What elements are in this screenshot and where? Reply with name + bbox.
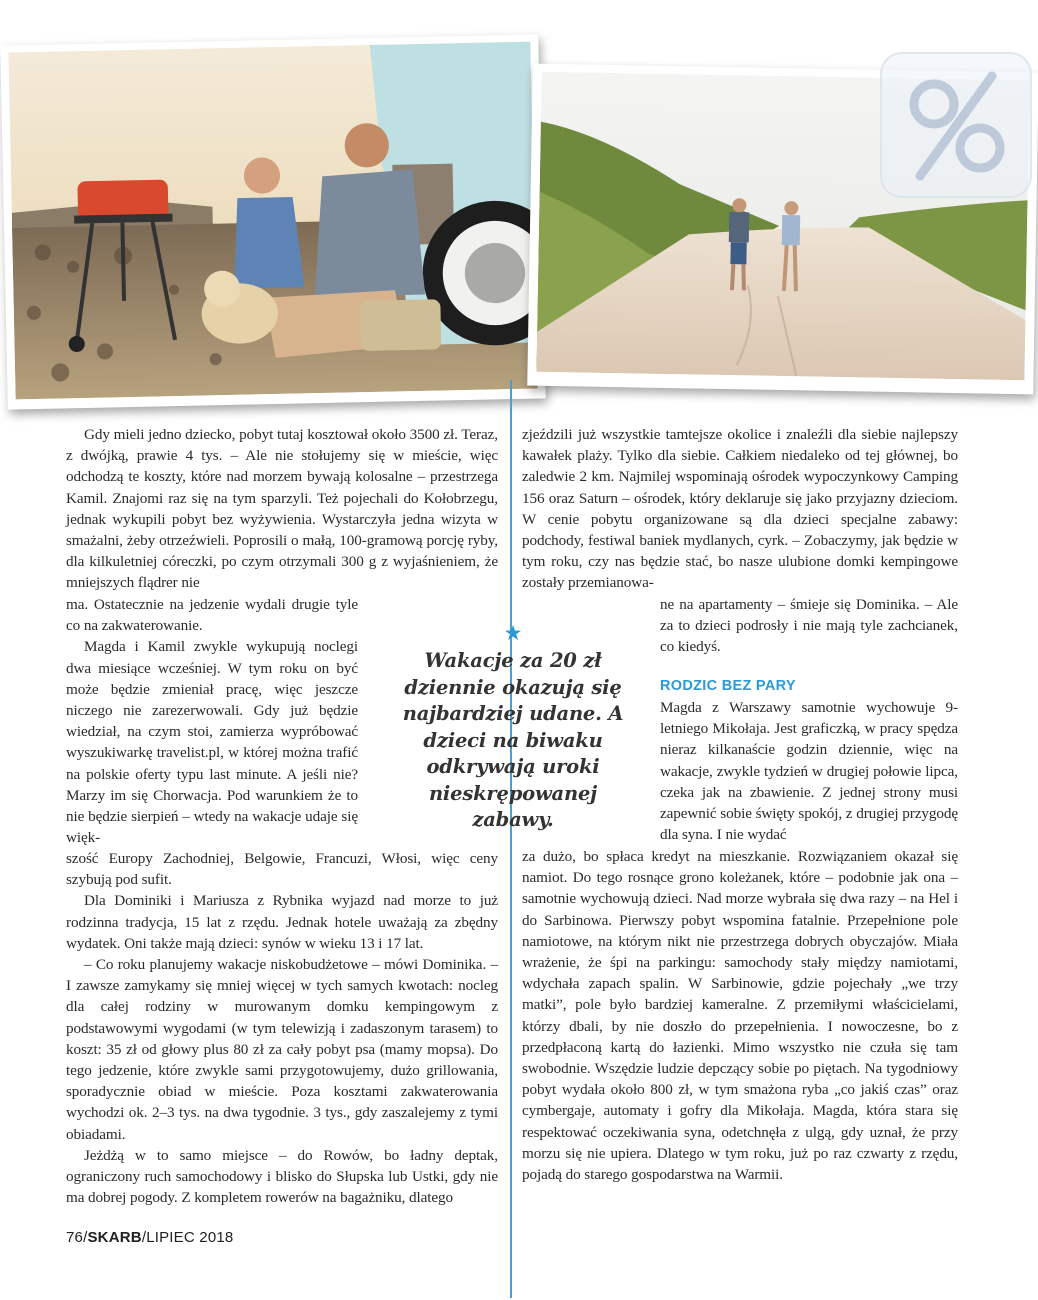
issue-date: LIPIEC 2018 [146, 1229, 234, 1246]
pull-quote-text: Wakacje za 20 zł dziennie okazują się najbardziej udane. A dzieci na biwaku odkrywają uroki nieskrępowanej zabawy. [402, 649, 624, 831]
couple-with-dog-by-van-icon [8, 42, 537, 400]
paragraph: Jeżdżą w to samo miejsce – do Rowów, bo ładny deptak, ograniczony ruch samochodowy i blisko do Słupska lub Ustki, gdy nie ma dobrej pogody. Z kompletem rowerów na bagażniku, dlatego [66, 1146, 498, 1207]
page-footer [66, 1229, 233, 1246]
section-heading: RODZIC BEZ PARY [660, 678, 796, 694]
paragraph: zjeździli już wszystkie tamtejsze okolice i znaleźli dla siebie najlepszy kawałek plaży. Tylko dla siebie. Całkiem niedaleko od tej głównej, bo zaledwie 2 km. Najmilej wspominają ośrodek wypoczynkowy Camping 156 oraz Saturn – ośrodek, który deklaruje się jako przyjazny dzieciom. W cenie pobytu organizowane są dla dzieci specjalne zabawy: podchody, festiwal baniek mydlanych, cyrk. – Zobaczymy, jak będzie w tym roku, czy nas będzie stać, bo nasze ulubione domki kempingowe zostały przemianowa- [522, 426, 958, 592]
left-column-narrow [66, 594, 358, 848]
paragraph: Magda i Kamil zwykle wykupują noclegi dwa miesiące wcześniej. W tym roku on być może będzie zmieniał pracę, więc jeszcze niczego nie zarezerwowali. Gdy już będzie wiedział, na czym stoi, zamierza wypróbować wyszukiwarkę travelist.pl, w której można trafić na polskie oferty typu last minute. A jeśli nie? Marzy im się Chorwacja. Pod warunkiem że to nie będzie sierpień – wtedy na wakacje udaje się więk- [66, 638, 358, 847]
paragraph: za dużo, bo spłaca kredyt na mieszkanie. Rozwiązaniem okazał się namiot. Do tego rosnące grono koleżanek, które – podobnie jak ona – samotnie wychowują dzieci. Nad morze wybrała się dwa razy – na Hel i do Sarbinowa. Pierwszy pobyt wspomina fatalnie. Przepełnione pole namiotowe, na którym nikt nie przestrzega dobrych obyczajów. Miała wrażenie, że śpi na parkingu: samochody stały między namiotami, wdychała zapach spalin. W Sarbinowie, gdzie pojechały „we trzy matki”, pole było bardziej kameralne. Z przemiłymi właścicielami, którzy dbali, by nie doszło do przepełnienia. I nowoczesne, bo z przedpłaconą kartą do łazienki. Mimo wszystko nie czuła się tam swobodnie. Wszędzie ludzie depczący sobie po piętach. Na tygodniowy pobyt wydała około 800 zł, w tym smażona ryba „co jakiś czas” oraz cymbergaje, automaty i gofry dla Mikołaja. Magda, która stara się respektować oczekiwania syna, odetchnęła z ulgą, gdy uznał, że przy morzu się nie upiera. Dlatego w tym roku, już po raz czwarty z rzędu, pojadą do starego gospodarstwa na Warmii. [522, 848, 958, 1184]
pull-quote [386, 622, 640, 834]
photo-couple-by-van [0, 34, 546, 409]
separator: / [141, 1229, 147, 1246]
paragraph: Magda z Warszawy samotnie wychowuje 9-letniego Mikołaja. Jest graficzką, w pracy spędza nieraz kilkanaście godzin dziennie, więc na wakacje, zwykle tydzień w drugiej połowie lipca, czeka jak na zbawienie. Z jednej strony musi zapewnić sobie święty spokój, z drugiej przygodę dla syna. I nie wydać [660, 699, 958, 844]
separator: / [83, 1229, 88, 1246]
right-column-top [522, 424, 958, 594]
left-column-top [66, 424, 498, 594]
page-number: 76 [66, 1229, 84, 1246]
paragraph: ma. Ostatecznie na jedzenie wydali drugie tyle co na zakwaterowanie. [66, 596, 358, 635]
paragraph: szość Europy Zachodniej, Belgowie, Francuzi, Włosi, więc ceny szybują pod sufit. [66, 850, 498, 889]
right-column-narrow-2 [660, 697, 958, 845]
left-column-bottom [66, 848, 498, 1208]
column-divider [510, 380, 512, 1298]
watermark [880, 52, 1032, 198]
star-icon: ★ [503, 621, 523, 645]
paragraph: – Co roku planujemy wakacje niskobudżetowe – mówi Dominika. – I zawsze zamykamy się mniej więcej w tych samych kwotach: nocleg dla całej rodziny w murowanym domku kempingowym z podstawowymi wygodami (w tym telewizją i zadaszonym tarasem) to koszt: 35 zł od głowy plus 80 zł za cały pobyt psa (mamy mopsa). Do tego jedzenie, które zwykle sami przygotowujemy, dużo grillowania, sporadycznie obiad w mieście. Poza kosztami zakwaterowania wychodzi ok. 2–3 tys. na dwa tygodnie. 3 tys., gdy zaszalejemy z tymi obiadami. [66, 956, 498, 1143]
right-column-bottom [522, 846, 958, 1185]
right-column-narrow [660, 594, 958, 658]
paragraph: Gdy mieli jedno dziecko, pobyt tutaj kosztował około 3500 zł. Teraz, z dwójką, prawie 4 tys. – Ale nie stołujemy się w mieście, więc odchodzą te koszty, które nad morzem bywają kolosalne – przestrzega Kamil. Znajomi raz się na tym sparzyli. Też pojechali do Kołobrzegu, jednak wykupili pobyt bez wyżywienia. Wystarczyła jedna wizyta w smażalni, żeby otrzeźwieli. Poprosili o małą, 100-gramową porcję ryby, dla kilkuletniej córeczki, po czym otrzymali 300 g z wyjaśnieniem, że mniejszych flądrer nie [66, 426, 498, 592]
paragraph: ne na apartamenty – śmieje się Dominika. – Ale za to dzieci podrosły i nie mają tyle zachcianek, co kiedyś. [660, 596, 958, 656]
paragraph: Dla Dominiki i Mariusza z Rybnika wyjazd nad morze to już rodzinna tradycja, 15 lat z rzędu. Jednak hotele uważają za zbędny wydatek. Oni także mają dzieci: synów w wieku 13 i 17 lat. [66, 892, 498, 952]
magazine-name: SKARB [87, 1229, 142, 1246]
percent-icon [882, 54, 1030, 196]
